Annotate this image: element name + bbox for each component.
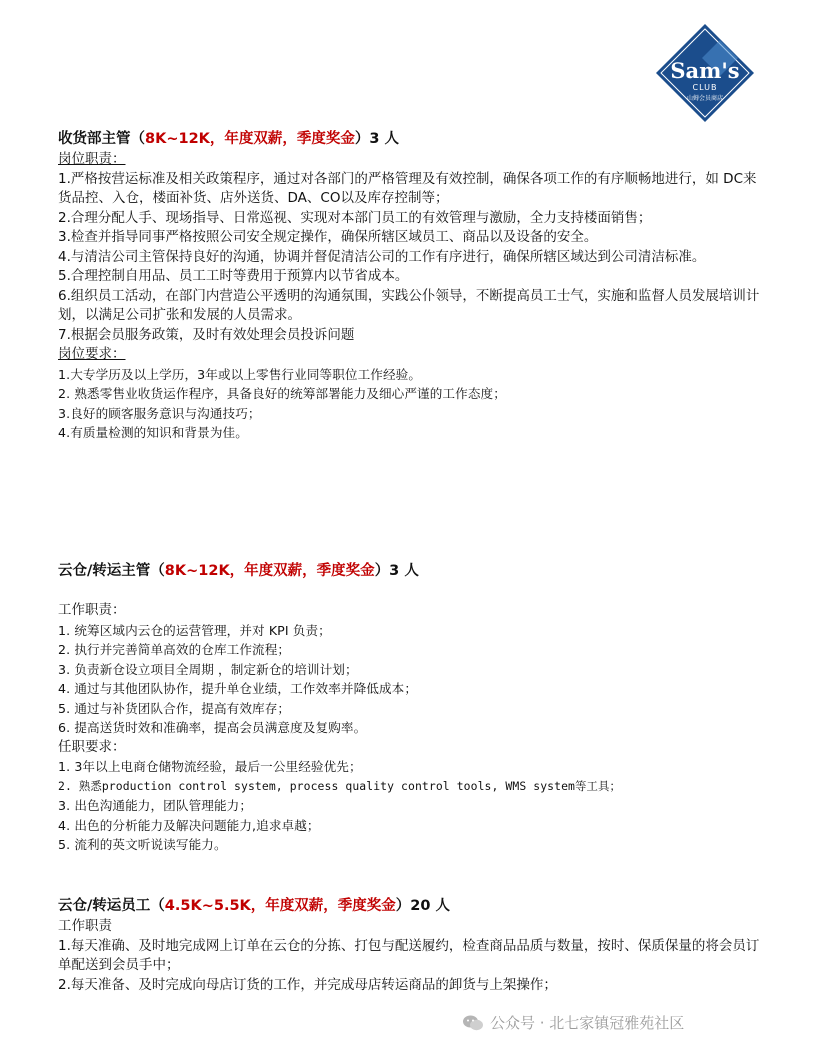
job-section-cloud-warehouse-staff <box>58 895 768 995</box>
requirements-heading: 任职要求： <box>58 738 126 755</box>
duty-item: 1. 统筹区域内云仓的运营管理，并对 KPI 负责； <box>58 622 331 638</box>
logo-brand-text: Sam's <box>670 58 740 83</box>
requirement-item: 2. 熟悉production control system, process quality control tools, WMS system等工具； <box>58 778 621 793</box>
sams-club-logo-graphic <box>654 22 756 124</box>
requirement-item: 1. 3年以上电商仓储物流经验，最后一公里经验优先； <box>58 759 362 774</box>
wechat-watermark <box>462 1012 684 1033</box>
job-section-cloud-warehouse-supervisor <box>58 560 768 855</box>
job-title <box>58 560 768 582</box>
job-salary: 8K~12K，年度双薪，季度奖金 <box>164 563 375 579</box>
duty-item: 5.合理控制自用品、员工工时等费用于预算内以节省成本。 <box>58 268 409 284</box>
job-salary: 8K~12K，年度双薪，季度奖金 <box>145 131 355 147</box>
job-title-tail: ）3 人 <box>354 131 400 147</box>
duty-item: 1.每天准确、及时地完成网上订单在云仓的分拣、打包与配送履约，检查商品品质与数量，按时、保质保量的将会员订单配送到会员手中； <box>58 937 760 973</box>
duty-item: 5. 通过与补货团队合作，提高有效库存； <box>58 700 291 716</box>
requirement-item: 3.良好的顾客服务意识与沟通技巧； <box>58 405 261 421</box>
job-title-main: 收货部主管（ <box>58 131 145 147</box>
duties-heading: 岗位职责： <box>58 151 126 167</box>
duty-item: 2.每天准备、及时完成向母店订货的工作，并完成母店转运商品的卸货与上架操作； <box>58 976 557 993</box>
duties-heading: 工作职责 <box>58 918 112 934</box>
requirement-item: 5. 流利的英文听说读写能力。 <box>58 837 227 852</box>
duty-item: 3. 负责新仓设立项目全周期 ，制定新仓的培训计划； <box>58 661 358 677</box>
job-title-main: 云仓/转运员工（ <box>58 898 165 914</box>
job-title-main: 云仓/转运主管（ <box>58 563 165 579</box>
wechat-icon <box>462 1014 484 1032</box>
duties-heading: 工作职责： <box>58 602 126 618</box>
sams-club-logo <box>654 22 756 124</box>
job-salary: 4.5K~5.5K，年度双薪，季度奖金 <box>164 898 396 914</box>
requirement-item: 1.大专学历及以上学历，3年或以上零售行业同等职位工作经验。 <box>58 366 422 382</box>
logo-sub-text: CLUB <box>692 83 718 92</box>
job-title <box>58 895 768 917</box>
job-section-receiving-supervisor <box>58 128 768 443</box>
requirements-heading: 岗位要求： <box>58 346 126 362</box>
duty-item: 3.检查并指导同事严格按照公司安全规定操作，确保所辖区域员工、商品以及设备的安全。 <box>58 229 598 245</box>
requirement-item: 3. 出色沟通能力，团队管理能力； <box>58 798 253 813</box>
job-title <box>58 128 768 150</box>
logo-cn-text: 山姆会员商店 <box>686 95 724 102</box>
job-title-tail: ）3 人 <box>374 563 419 579</box>
duty-item: 2. 执行并完善简单高效的仓库工作流程； <box>58 642 291 657</box>
requirement-item: 2. 熟悉零售业收货运作程序，具备良好的统筹部署能力及细心严谨的工作态度； <box>58 386 506 401</box>
duty-item: 1.严格按营运标准及相关政策程序，通过对各部门的严格管理及有效控制，确保各项工作的有序顺畅地进行，如 DC来货品控、入仓，楼面补货、店外送货、DA、CO以及库存控制等； <box>58 170 757 206</box>
job-title-tail: ）20 人 <box>395 898 451 914</box>
watermark-text: 公众号 · 北七家镇冠雅苑社区 <box>490 1014 685 1032</box>
duty-item: 7.根据会员服务政策，及时有效处理会员投诉问题 <box>58 326 355 343</box>
duty-item: 4.与清洁公司主管保持良好的沟通，协调并督促清洁公司的工作有序进行，确保所辖区域达到公司清洁标准。 <box>58 248 706 265</box>
duty-item: 6. 提高送货时效和准确率，提高会员满意度及复购率。 <box>58 720 367 735</box>
duty-item: 6.组织员工活动，在部门内营造公平透明的沟通氛围，实践公仆领导，不断提高员工士气，实施和监督人员发展培训计划，以满足公司扩张和发展的人员需求。 <box>58 287 760 323</box>
requirement-item: 4.有质量检测的知识和背景为佳。 <box>58 425 248 440</box>
requirement-item: 4. 出色的分析能力及解决问题能力,追求卓越； <box>58 817 320 833</box>
duty-item: 4. 通过与其他团队协作，提升单仓业绩，工作效率并降低成本； <box>58 681 418 696</box>
duty-item: 2.合理分配人手、现场指导、日常巡视、实现对本部门员工的有效管理与激励，全力支持楼面销售； <box>58 209 652 226</box>
